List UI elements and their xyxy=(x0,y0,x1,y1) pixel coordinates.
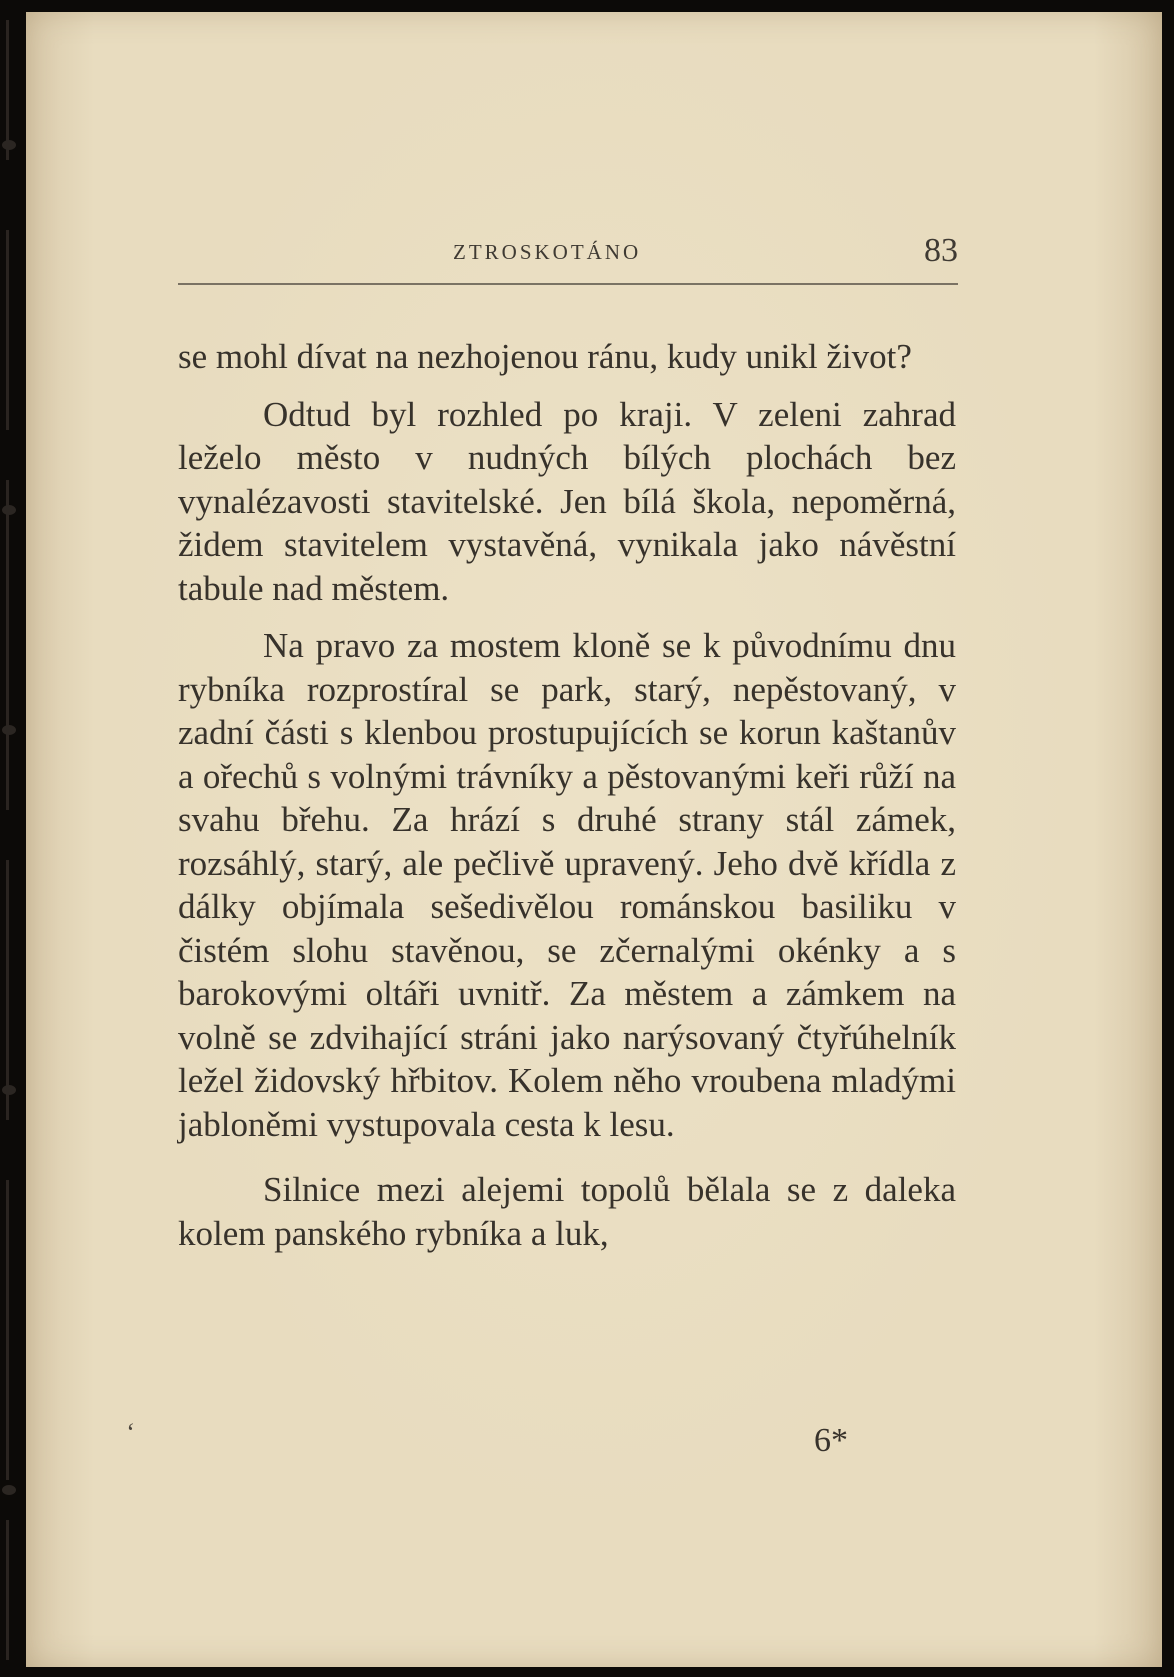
binding-stitch xyxy=(2,1085,16,1095)
body-text xyxy=(178,335,956,1255)
binding-stitch xyxy=(2,725,16,735)
paragraph: se mohl dívat na nezhojenou ránu, kudy unikl život? xyxy=(178,337,912,376)
paragraph: Silnice mezi alejemi topolů bělala se z daleka kolem panského rybníka a luk, xyxy=(178,1170,956,1253)
binding-stitch xyxy=(2,140,16,150)
header-rule xyxy=(178,283,958,285)
binding-thread xyxy=(6,480,9,810)
binding-thread xyxy=(6,1180,9,1480)
binding-stitch xyxy=(2,505,16,515)
stray-ink-mark: ‘ xyxy=(125,1418,134,1447)
paragraph: Na pravo za mostem kloně se k původnímu dnu rybníka rozprostíral se park, starý, nepěstovaný, v zadní části s klenbou prostupujících se korun kaštanův a ořechů s volnými trávníky a pěstovanými keři růží na svahu břehu. Za hrází s druhé strany stál zámek, rozsáhlý, starý, ale pečlivě upravený. Jeho dvě křídla z dálky objímala sešedivělou románskou basiliku v čistém slohu stavěnou, se zčernalými okénky a s barokovými oltáři uvnitř. Za městem a zámkem na volně se zdvihající stráni jako narýsovaný čtyřúhelník ležel židovský hřbitov. Kolem něho vroubena mladými jabloněmi vystupovala cesta k lesu. xyxy=(178,626,956,1144)
binding-thread xyxy=(6,1520,9,1660)
binding-thread xyxy=(6,230,9,430)
paragraph: Odtud byl rozhled po kraji. V zeleni zahrad leželo město v nudných bílých plochách bez vynalézavosti stavitelské. Jen bílá škola, nepoměrná, židem stavitelem vystavěná, vynikala jako návěstní tabule nad městem. xyxy=(178,394,956,608)
binding-stitch xyxy=(2,1485,16,1495)
running-title: ZTROSKOTÁNO xyxy=(453,240,642,264)
signature-mark: 6* xyxy=(814,1422,848,1459)
binding-thread xyxy=(6,860,9,1120)
page-number: 83 xyxy=(924,232,958,269)
binding-thread xyxy=(6,20,9,160)
running-header xyxy=(178,232,958,272)
